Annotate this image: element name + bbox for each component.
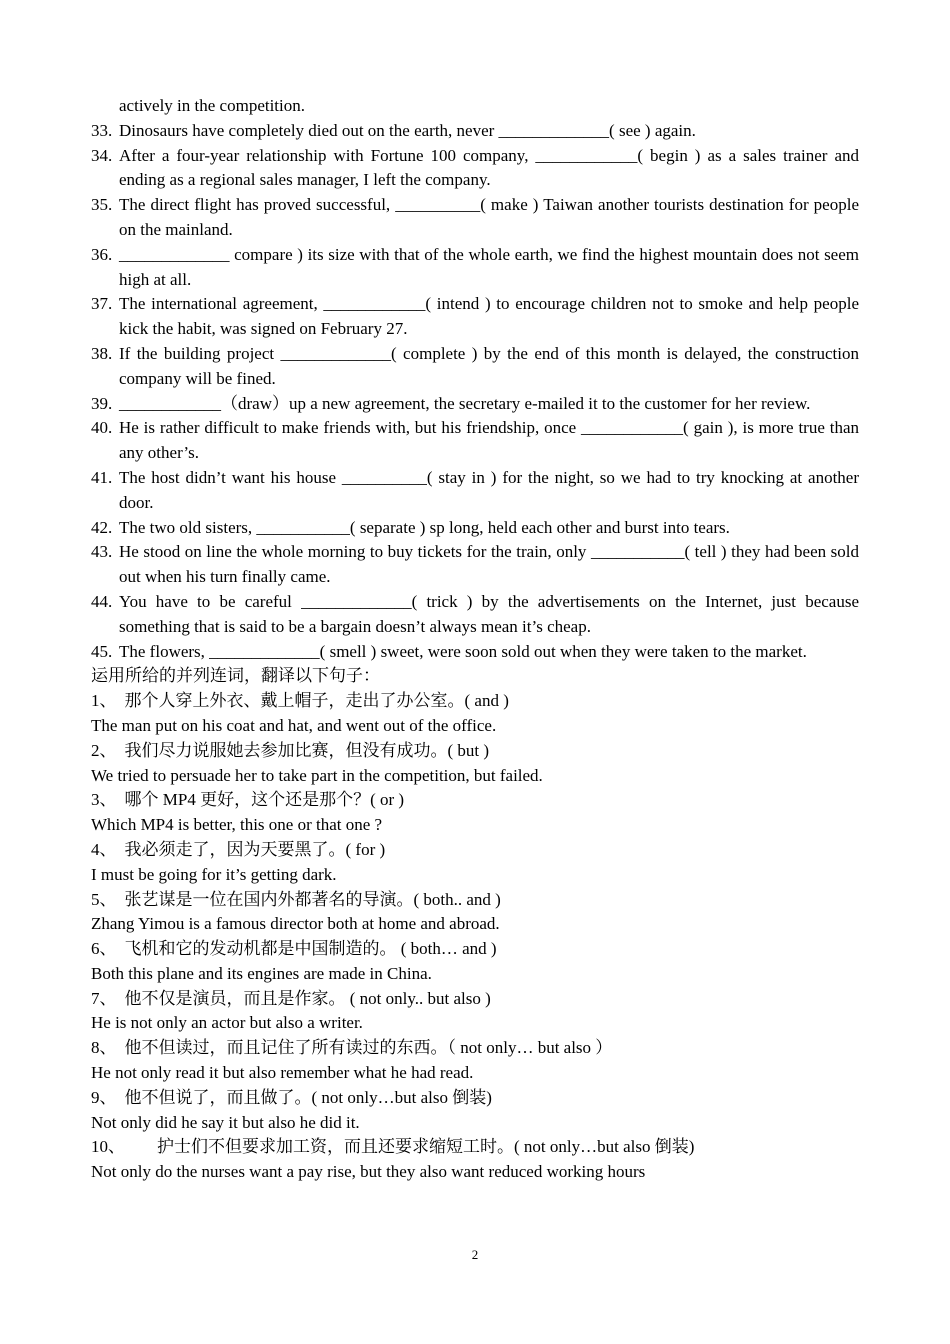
translation-prompt [91,937,859,962]
translation-list [91,689,859,1185]
translation-number: 1、 [91,691,117,711]
translation-prompt [91,788,859,813]
translation-prompt [91,1036,859,1061]
question-number: 39. [91,393,113,413]
question-text: You have to be careful _____________( trick ) by the advertisements on the Internet, just because something that is said to be a bargain doesn’t always mean it’s cheap. [119,591,859,636]
translation-number: 8、 [91,1038,117,1058]
translation-prompt [91,689,859,714]
section-heading: 运用所给的并列连词，翻译以下句子： [91,666,380,686]
question-text: The direct flight has proved successful, __________( make ) Taiwan another tourists destination for people on the mainland. [119,195,859,239]
question-list [91,119,859,665]
chinese-sentence: 哪个 MP4 更好，这个还是那个？( or ) [124,790,405,810]
question-text: If the building project _____________( complete ) by the end of this month is delayed, the construction company will be fined. [119,343,859,388]
translation-prompt [91,1135,859,1160]
question-text: He is rather difficult to make friends with, but his friendship, once ____________( gain ), is more true than any other’s. [119,418,859,463]
question-text: After a four-year relationship with Fortune 100 company, ____________( begin ) as a sales trainer and ending as a regional sales manager, I left the company. [119,145,859,190]
chinese-sentence: 那个人穿上外衣、戴上帽子，走出了办公室。( and ) [124,691,509,711]
question-item [91,516,859,541]
question-item [91,540,859,590]
question-number: 36. [91,244,113,264]
translation-number: 10、 [91,1137,125,1157]
chinese-sentence: 飞机和它的发动机都是中国制造的。 ( both… and ) [124,939,497,959]
english-answer: I must be going for it’s getting dark. [91,864,337,884]
english-answer: The man put on his coat and hat, and went out of the office. [91,715,497,735]
question-continuation: actively in the competition. [119,96,306,115]
translation-number: 9、 [91,1087,117,1107]
translation-number: 3、 [91,790,117,810]
question-item [91,193,859,243]
translation-prompt [91,1086,859,1111]
translation-number: 5、 [91,889,117,909]
question-text: He stood on line the whole morning to buy tickets for the train, only ___________( tell ) they had been sold out when his turn finally came. [119,542,859,587]
translation-prompt [91,888,859,913]
question-item [91,292,859,342]
question-number: 40. [91,418,113,438]
chinese-sentence: 我们尽力说服她去参加比赛，但没有成功。( but ) [124,740,490,760]
question-number: 37. [91,294,113,314]
chinese-sentence: 他不仅是演员，而且是作家。 ( not only.. but also ) [124,988,491,1008]
question-text: ____________（draw）up a new agreement, the secretary e-mailed it to the customer for her review. [119,393,811,413]
question-number: 33. [91,120,113,140]
question-text: _____________ compare ) its size with that of the whole earth, we find the highest mountain does not seem high at all. [119,244,859,289]
english-answer: Both this plane and its engines are made in China. [91,963,432,983]
english-answer: Not only did he say it but also he did it. [91,1112,360,1132]
question-item [91,144,859,194]
translation-number: 6、 [91,939,117,959]
question-number: 41. [91,467,113,487]
english-answer: He is not only an actor but also a writer. [91,1013,363,1033]
english-answer: We tried to persuade her to take part in the competition, but failed. [91,765,543,785]
chinese-sentence: 我必须走了，因为天要黑了。( for ) [124,839,386,859]
chinese-sentence: 张艺谋是一位在国内外都著名的导演。( both.. and ) [124,889,501,909]
translation-number: 7、 [91,988,117,1008]
question-text: The host didn’t want his house __________( stay in ) for the night, so we had to try knocking at another door. [119,467,859,512]
question-number: 45. [91,641,113,661]
question-number: 43. [91,542,113,562]
question-item [91,392,859,417]
english-answer: Not only do the nurses want a pay rise, but they also want reduced working hours [91,1162,646,1182]
chinese-sentence: 他不但说了，而且做了。( not only…but also 倒装) [124,1087,492,1107]
translation-number: 4、 [91,839,117,859]
question-text: Dinosaurs have completely died out on the earth, never _____________( see ) again. [119,120,696,140]
chinese-sentence: 他不但读过，而且记住了所有读过的东西。（ not only… but also ） [124,1038,613,1058]
english-answer: Which MP4 is better, this one or that one ? [91,815,383,835]
question-number: 35. [91,195,113,215]
translation-prompt [91,739,859,764]
question-item [91,243,859,293]
question-item [91,416,859,466]
question-text: The two old sisters, ___________( separate ) sp long, held each other and burst into tears. [119,517,730,537]
question-text: The flowers, _____________( smell ) sweet, were soon sold out when they were taken to the market. [119,641,807,661]
question-item [91,590,859,640]
question-number: 38. [91,343,113,363]
question-text: The international agreement, ____________( intend ) to encourage children not to smoke and help people kick the habit, was signed on February 27. [119,294,859,339]
english-answer: He not only read it but also remember what he had read. [91,1063,474,1083]
question-number: 34. [91,145,113,165]
chinese-sentence: 护士们不但要求加工资，而且还要求缩短工时。( not only…but also 倒装) [157,1137,695,1157]
translation-number: 2、 [91,740,117,760]
question-item [91,119,859,144]
english-answer: Zhang Yimou is a famous director both at home and abroad. [91,914,500,934]
page-content [91,94,859,1185]
question-item [91,640,859,665]
question-number: 44. [91,591,113,611]
translation-prompt [91,987,859,1012]
question-number: 42. [91,517,113,537]
translation-prompt [91,838,859,863]
question-item [91,466,859,516]
question-item [91,342,859,392]
page-number: 2 [471,1247,479,1262]
